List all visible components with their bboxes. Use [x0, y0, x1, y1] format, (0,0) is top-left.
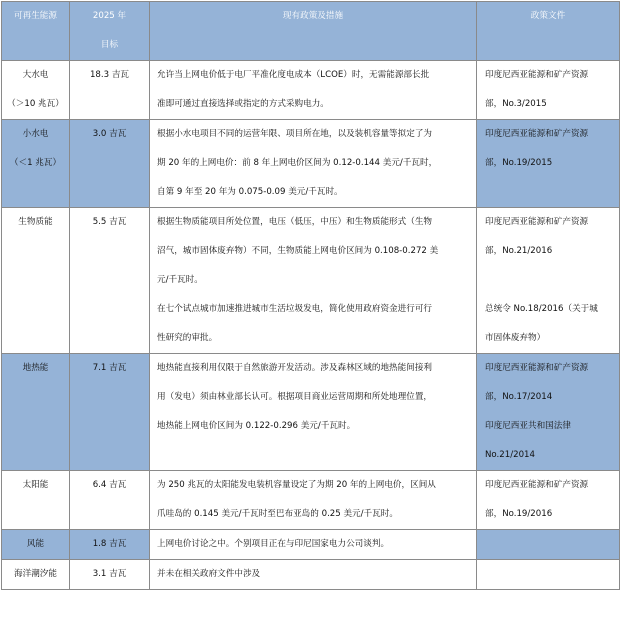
header-target-line1: 2025 年 — [92, 11, 127, 21]
policy-line: 用（发电）须由林业部长认可。根据项目商业运营周期和所处地理位置， — [157, 392, 433, 402]
policy-line: 自第 9 年至 20 年为 0.075-0.09 美元/千瓦时。 — [157, 187, 343, 197]
policy-cell — [150, 471, 477, 530]
table-row — [2, 120, 620, 208]
document-line: No.21/2014 — [485, 450, 535, 460]
document-line: 印度尼西亚能源和矿产资源 — [485, 217, 589, 227]
policy-cell — [150, 530, 477, 560]
table-row — [2, 354, 620, 471]
header-target — [70, 2, 150, 61]
policy-line: 爪哇岛的 0.145 美元/千瓦时至巴布亚岛的 0.25 美元/千瓦时。 — [157, 509, 398, 519]
target-cell: 18.3 吉瓦 — [70, 61, 150, 120]
policy-cell — [150, 354, 477, 471]
document-line: 总统令 No.18/2016（关于城 — [485, 304, 598, 314]
policy-cell — [150, 120, 477, 208]
policy-cell — [150, 208, 477, 354]
document-cell — [477, 208, 620, 354]
header-source: 可再生能源 — [2, 2, 70, 61]
target-cell: 3.1 吉瓦 — [70, 560, 150, 590]
source-cell — [2, 120, 70, 208]
document-line: 部，No.17/2014 — [485, 392, 553, 402]
target-cell: 3.0 吉瓦 — [70, 120, 150, 208]
policy-cell — [150, 560, 477, 590]
target-cell: 5.5 吉瓦 — [70, 208, 150, 354]
source-cell: 风能 — [2, 530, 70, 560]
policy-line: 期 20 年的上网电价：前 8 年上网电价区间为 0.12-0.144 美元/千瓦时， — [157, 158, 438, 168]
document-line: 市固体废弃物） — [485, 333, 546, 343]
policy-line: 元/千瓦时。 — [157, 275, 203, 285]
document-spacer — [485, 266, 613, 295]
table-row — [2, 61, 620, 120]
header-row — [2, 2, 620, 61]
table-row — [2, 208, 620, 354]
policy-line: 根据小水电项目不同的运营年限、项目所在地，以及装机容量等拟定了为 — [157, 129, 433, 139]
policy-line: 地热能直接利用仅限于自然旅游开发活动。涉及森林区域的地热能间接利 — [157, 363, 433, 373]
policy-line: 准即可通过直接选择或指定的方式采购电力。 — [157, 99, 329, 109]
policy-line: 允许当上网电价低于电厂平准化度电成本（LCOE）时，无需能源部长批 — [157, 70, 430, 80]
document-line: 部，No.21/2016 — [485, 246, 553, 256]
table-row — [2, 471, 620, 530]
document-cell — [477, 61, 620, 120]
document-line: 印度尼西亚能源和矿产资源 — [485, 70, 589, 80]
source-cell: 太阳能 — [2, 471, 70, 530]
document-cell — [477, 471, 620, 530]
policy-line: 为 250 兆瓦的太阳能发电装机容量设定了为期 20 年的上网电价，区间从 — [157, 480, 436, 490]
source-cell: 地热能 — [2, 354, 70, 471]
header-policy: 现有政策及措施 — [150, 2, 477, 61]
document-cell — [477, 560, 620, 590]
source-sub: （＞10 兆瓦） — [7, 99, 64, 109]
source-cell: 海洋潮汐能 — [2, 560, 70, 590]
source-cell: 生物质能 — [2, 208, 70, 354]
renewable-policy-table — [1, 1, 620, 590]
document-cell — [477, 120, 620, 208]
policy-line: 根据生物质能项目所处位置，电压（低压，中压）和生物质能形式（生物 — [157, 217, 433, 227]
table-row — [2, 530, 620, 560]
document-line: 印度尼西亚共和国法律 — [485, 421, 571, 431]
source-name: 小水电 — [22, 129, 49, 139]
source-sub: （＜1 兆瓦） — [9, 158, 62, 168]
target-cell: 1.8 吉瓦 — [70, 530, 150, 560]
policy-line: 并未在相关政府文件中涉及 — [157, 569, 261, 579]
target-cell: 7.1 吉瓦 — [70, 354, 150, 471]
source-cell — [2, 61, 70, 120]
document-line: 印度尼西亚能源和矿产资源 — [485, 480, 589, 490]
source-name: 大水电 — [22, 70, 49, 80]
header-target-line2: 目标 — [100, 40, 119, 50]
document-line: 印度尼西亚能源和矿产资源 — [485, 363, 589, 373]
policy-line: 沼气，城市固体废弃物）不同，生物质能上网电价区间为 0.108-0.272 美 — [157, 246, 439, 256]
policy-line: 地热能上网电价区间为 0.122-0.296 美元/千瓦时。 — [157, 421, 356, 431]
policy-line: 性研究的审批。 — [157, 333, 218, 343]
policy-line: 上网电价讨论之中。个别项目正在与印尼国家电力公司谈判。 — [157, 539, 390, 549]
table-row — [2, 560, 620, 590]
document-line: 部，No.3/2015 — [485, 99, 547, 109]
policy-line: 在七个试点城市加速推进城市生活垃圾发电，简化使用政府资金进行可行 — [157, 304, 433, 314]
document-cell — [477, 530, 620, 560]
policy-cell — [150, 61, 477, 120]
header-document: 政策文件 — [477, 2, 620, 61]
document-line: 印度尼西亚能源和矿产资源 — [485, 129, 589, 139]
target-cell: 6.4 吉瓦 — [70, 471, 150, 530]
document-cell — [477, 354, 620, 471]
document-line: 部，No.19/2015 — [485, 158, 553, 168]
document-line: 部，No.19/2016 — [485, 509, 553, 519]
